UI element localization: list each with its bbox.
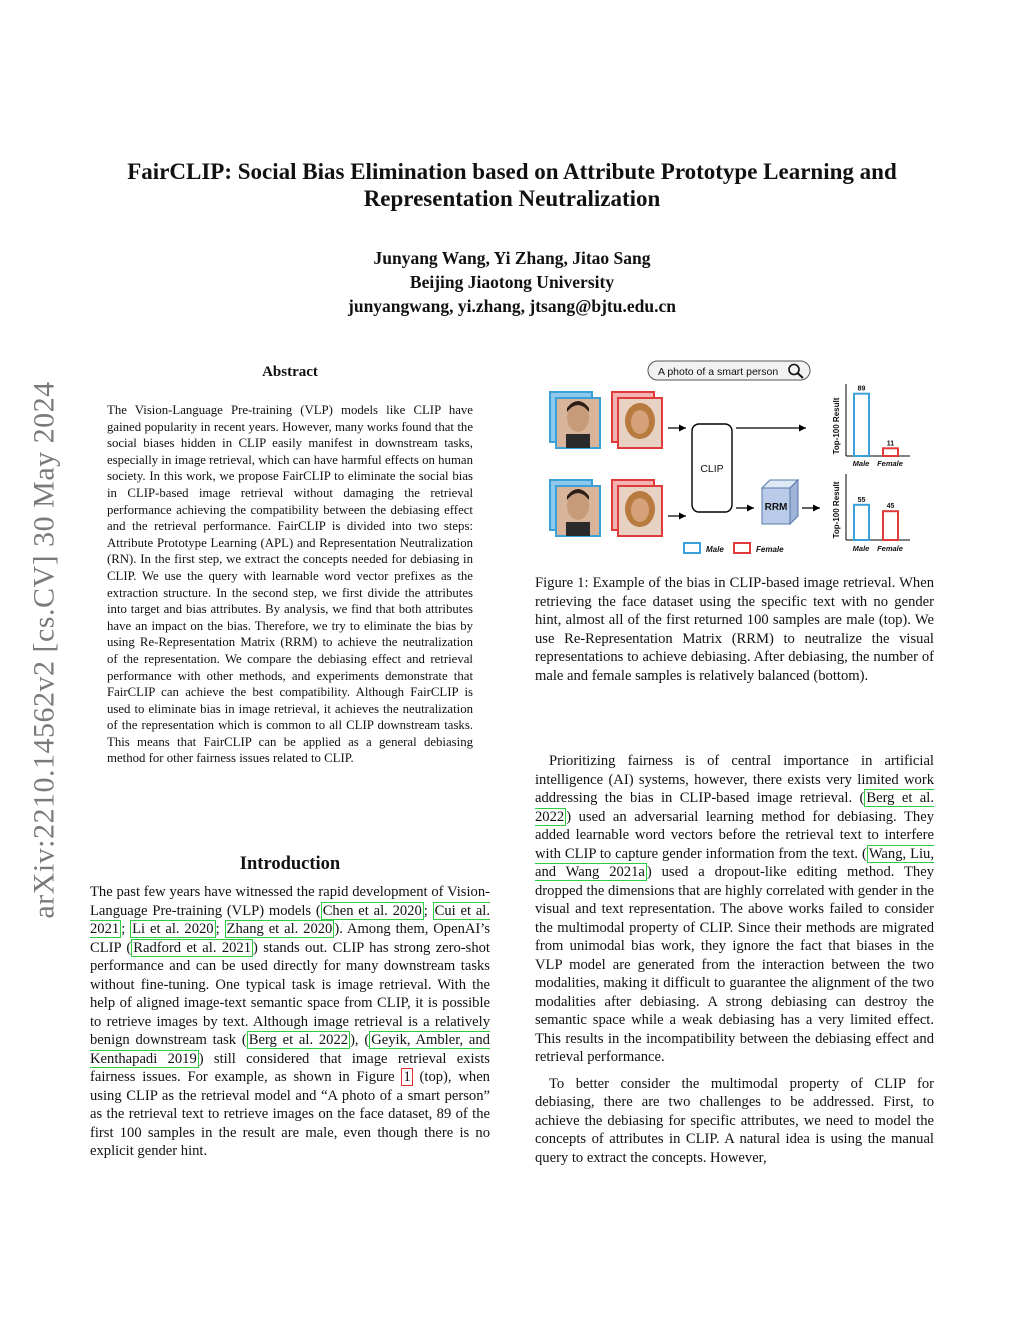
query-search-box — [648, 361, 810, 380]
face-image-male-top — [550, 392, 600, 448]
citation-link[interactable]: Radford et al. 2021 — [133, 939, 252, 956]
citation-link[interactable]: Wang, Liu, and Wang 2021a — [535, 845, 934, 880]
chart-bottom-category-female: Female — [877, 544, 903, 553]
figure-1-caption-block — [535, 574, 934, 685]
chart-top-category-male: Male — [852, 459, 870, 468]
chart-bottom-value-male: 55 — [857, 496, 866, 504]
citation-link[interactable]: Cui et al. 2021 — [90, 902, 490, 937]
rrm-label: RRM — [764, 502, 788, 513]
fairness-paragraph: Prioritizing fairness is of central importance in artificial intelligence (AI) systems, however, there exists very limited work addressing the bias in CLIP-based image retrieval. ( Berg et al. 2022 ) used an adversarial learning method for debiasing. They added learnable word vectors before the retrieval text to interfere with CLIP to capture gender information from the text. ( Wang, Liu, and Wang 2021a ) used a dropout-like editing method. They dropped the dimensions that are highly correlated with gender in the visual and text representation. The above works failed to consider the multimodal property of CLIP. Since their methods are migrated from unimodal bias work, they ignore the fact that biases in the VLP model are generated from the interaction between the two modalities, making it difficult to guarantee the alignment of the two modalities after debiasing. A strong debiasing can destroy the semantic space while a weak debiasing has a very limited effect. This results in the incompatibility between the debiasing effect and retrieval performance. — [535, 753, 934, 1065]
title-block — [0, 158, 1024, 318]
face-image-female-top — [612, 392, 662, 448]
face-image-male-bottom — [550, 480, 600, 536]
citation-link[interactable]: Berg et al. 2022 — [248, 1032, 349, 1048]
clip-model-box — [692, 424, 732, 512]
chart-bottom-bar-female — [883, 511, 898, 540]
face-image-female-bottom — [612, 480, 662, 536]
abstract-section — [90, 364, 490, 767]
chart-top-bar-male — [854, 394, 869, 456]
citation-link[interactable]: Li et al. 2020 — [132, 921, 214, 937]
clip-label: CLIP — [700, 463, 724, 475]
figure-1-caption: Figure 1: Example of the bias in CLIP-based image retrieval. When retrieving the face dataset using the specific text with no gender hint, almost all of the first returned 100 samples are male (top). We use Re-Representation Matrix (RRM) to neutralize the visual representations to achieve debiasing. After debiasing, the number of male and female samples is relatively balanced (bottom). — [535, 575, 934, 684]
paper-title: FairCLIP: Social Bias Elimination based on Attribute Prototype Learning and Representation Neutralization — [127, 159, 897, 211]
author-block — [0, 246, 1024, 318]
chart-bottom-axis-label: Top-100 Result — [832, 481, 841, 539]
chart-bottom-category-male: Male — [852, 544, 870, 553]
legend-female-label: Female — [756, 545, 784, 554]
citation-link[interactable]: Berg et al. 2022 — [535, 790, 934, 825]
emails: junyangwang, yi.zhang, jtsang@bjtu.edu.cn — [348, 296, 676, 316]
chart-bottom-bar-male — [854, 505, 869, 540]
chart-top-value-male: 89 — [857, 385, 866, 393]
legend-swatch-female — [734, 543, 750, 553]
rrm-matrix-box — [762, 480, 798, 524]
citation-link[interactable]: Chen et al. 2020 — [322, 902, 422, 919]
right-column-text — [535, 752, 934, 1167]
authors: Junyang Wang, Yi Zhang, Jitao Sang — [373, 248, 651, 268]
affiliation: Beijing Jiaotong University — [409, 272, 615, 292]
introduction-paragraph: The past few years have witnessed the rapid development of Vision-Language Pre-training (VLP) models ( Chen et al. 2020 ; Cui et al. 2021 ; Li et al. 2020 ; Zhang et al. 2020 ). Among them, OpenAI’s CLIP ( Radford et al. 2021 ) stands out. CLIP has strong zero-shot performance and can be used directly for many downstream tasks without fine-tuning. One typical task is image retrieval. With the help of aligned image-text semantic space from CLIP, it is possible to retrieve images by text. Although image retrieval is a relatively benign downstream task ( Berg et al. 2022 ), ( Geyik, Ambler, and Kenthapadi 2019 ) still considered that image retrieval exists fairness issues. For example, as shown in Figure 1 (top), when using CLIP as the retrieval model and “A photo of a smart person” as the retrieval text to retrieve images on the face dataset, 89 of the first 100 samples in the result are male, even though there is no explicit gender hint. — [90, 884, 491, 1159]
figure-1-diagram — [540, 358, 930, 558]
top-result-chart — [832, 384, 910, 468]
arxiv-identifier: arXiv:2210.14562v2 [cs.CV] 30 May 2024 — [28, 381, 61, 919]
legend-male-label: Male — [706, 545, 724, 554]
figure-reference-link[interactable]: 1 — [403, 1069, 411, 1085]
chart-top-axis-label: Top-100 Result — [832, 397, 841, 455]
challenges-paragraph: To better consider the multimodal property of CLIP for debiasing, there are two challenges to be addressed. First, to achieve the debiasing for specific attributes, we need to model the concepts of attributes in CLIP. A natural idea is using the manual query to extract the concepts. However, — [535, 1075, 934, 1166]
introduction-section — [90, 854, 490, 1161]
legend-swatch-male — [684, 543, 700, 553]
chart-bottom-value-female: 45 — [886, 503, 895, 511]
abstract-text: The Vision-Language Pre-training (VLP) models like CLIP have gained popularity in recent years. However, many works found that the social biases hidden in CLIP easily manifest in downstream tasks, especially in image retrieval, which can have harmful effects on human society. In this work, we propose FairCLIP to eliminate the social bias in CLIP-based image retrieval without damaging the retrieval performance achieving the compatibility between the debiasing effect and the retrieval performance. FairCLIP is divided into two steps: Attribute Prototype Learning (APL) and Representation Neutralization (RN). In the first step, we extract the concepts needed for debiasing in CLIP. We use the query with learnable word vector prefixes as the extraction structure. In the second step, we first divide the attributes into target and bias attributes. By analysis, we find that both attributes have an impact on the bias. Therefore, we try to eliminate the bias by using Re-Representation Matrix (RRM) to achieve the neutralization of the representation. We compare the debiasing effect and retrieval performance with other methods, and experiments demonstrate that FairCLIP can achieve the best compatibility. Although FairCLIP is used to eliminate bias in image retrieval, it achieves the neutralization of the representation which is common to all CLIP downstream tasks. This means that FairCLIP can be applied as a general debiasing method for other fairness issues related to CLIP. — [107, 403, 473, 766]
introduction-heading: Introduction — [239, 854, 341, 874]
figure-legend — [684, 543, 784, 554]
figure-1 — [540, 358, 930, 558]
chart-top-value-female: 11 — [886, 440, 895, 448]
citation-link[interactable]: Zhang et al. 2020 — [226, 921, 333, 937]
chart-top-category-female: Female — [877, 459, 903, 468]
citation-link[interactable]: Geyik, Ambler, and Kenthapadi 2019 — [90, 1032, 490, 1067]
abstract-heading: Abstract — [262, 364, 318, 380]
query-text: A photo of a smart person — [658, 366, 779, 378]
chart-top-bar-female — [883, 448, 898, 456]
bottom-result-chart — [832, 474, 910, 553]
